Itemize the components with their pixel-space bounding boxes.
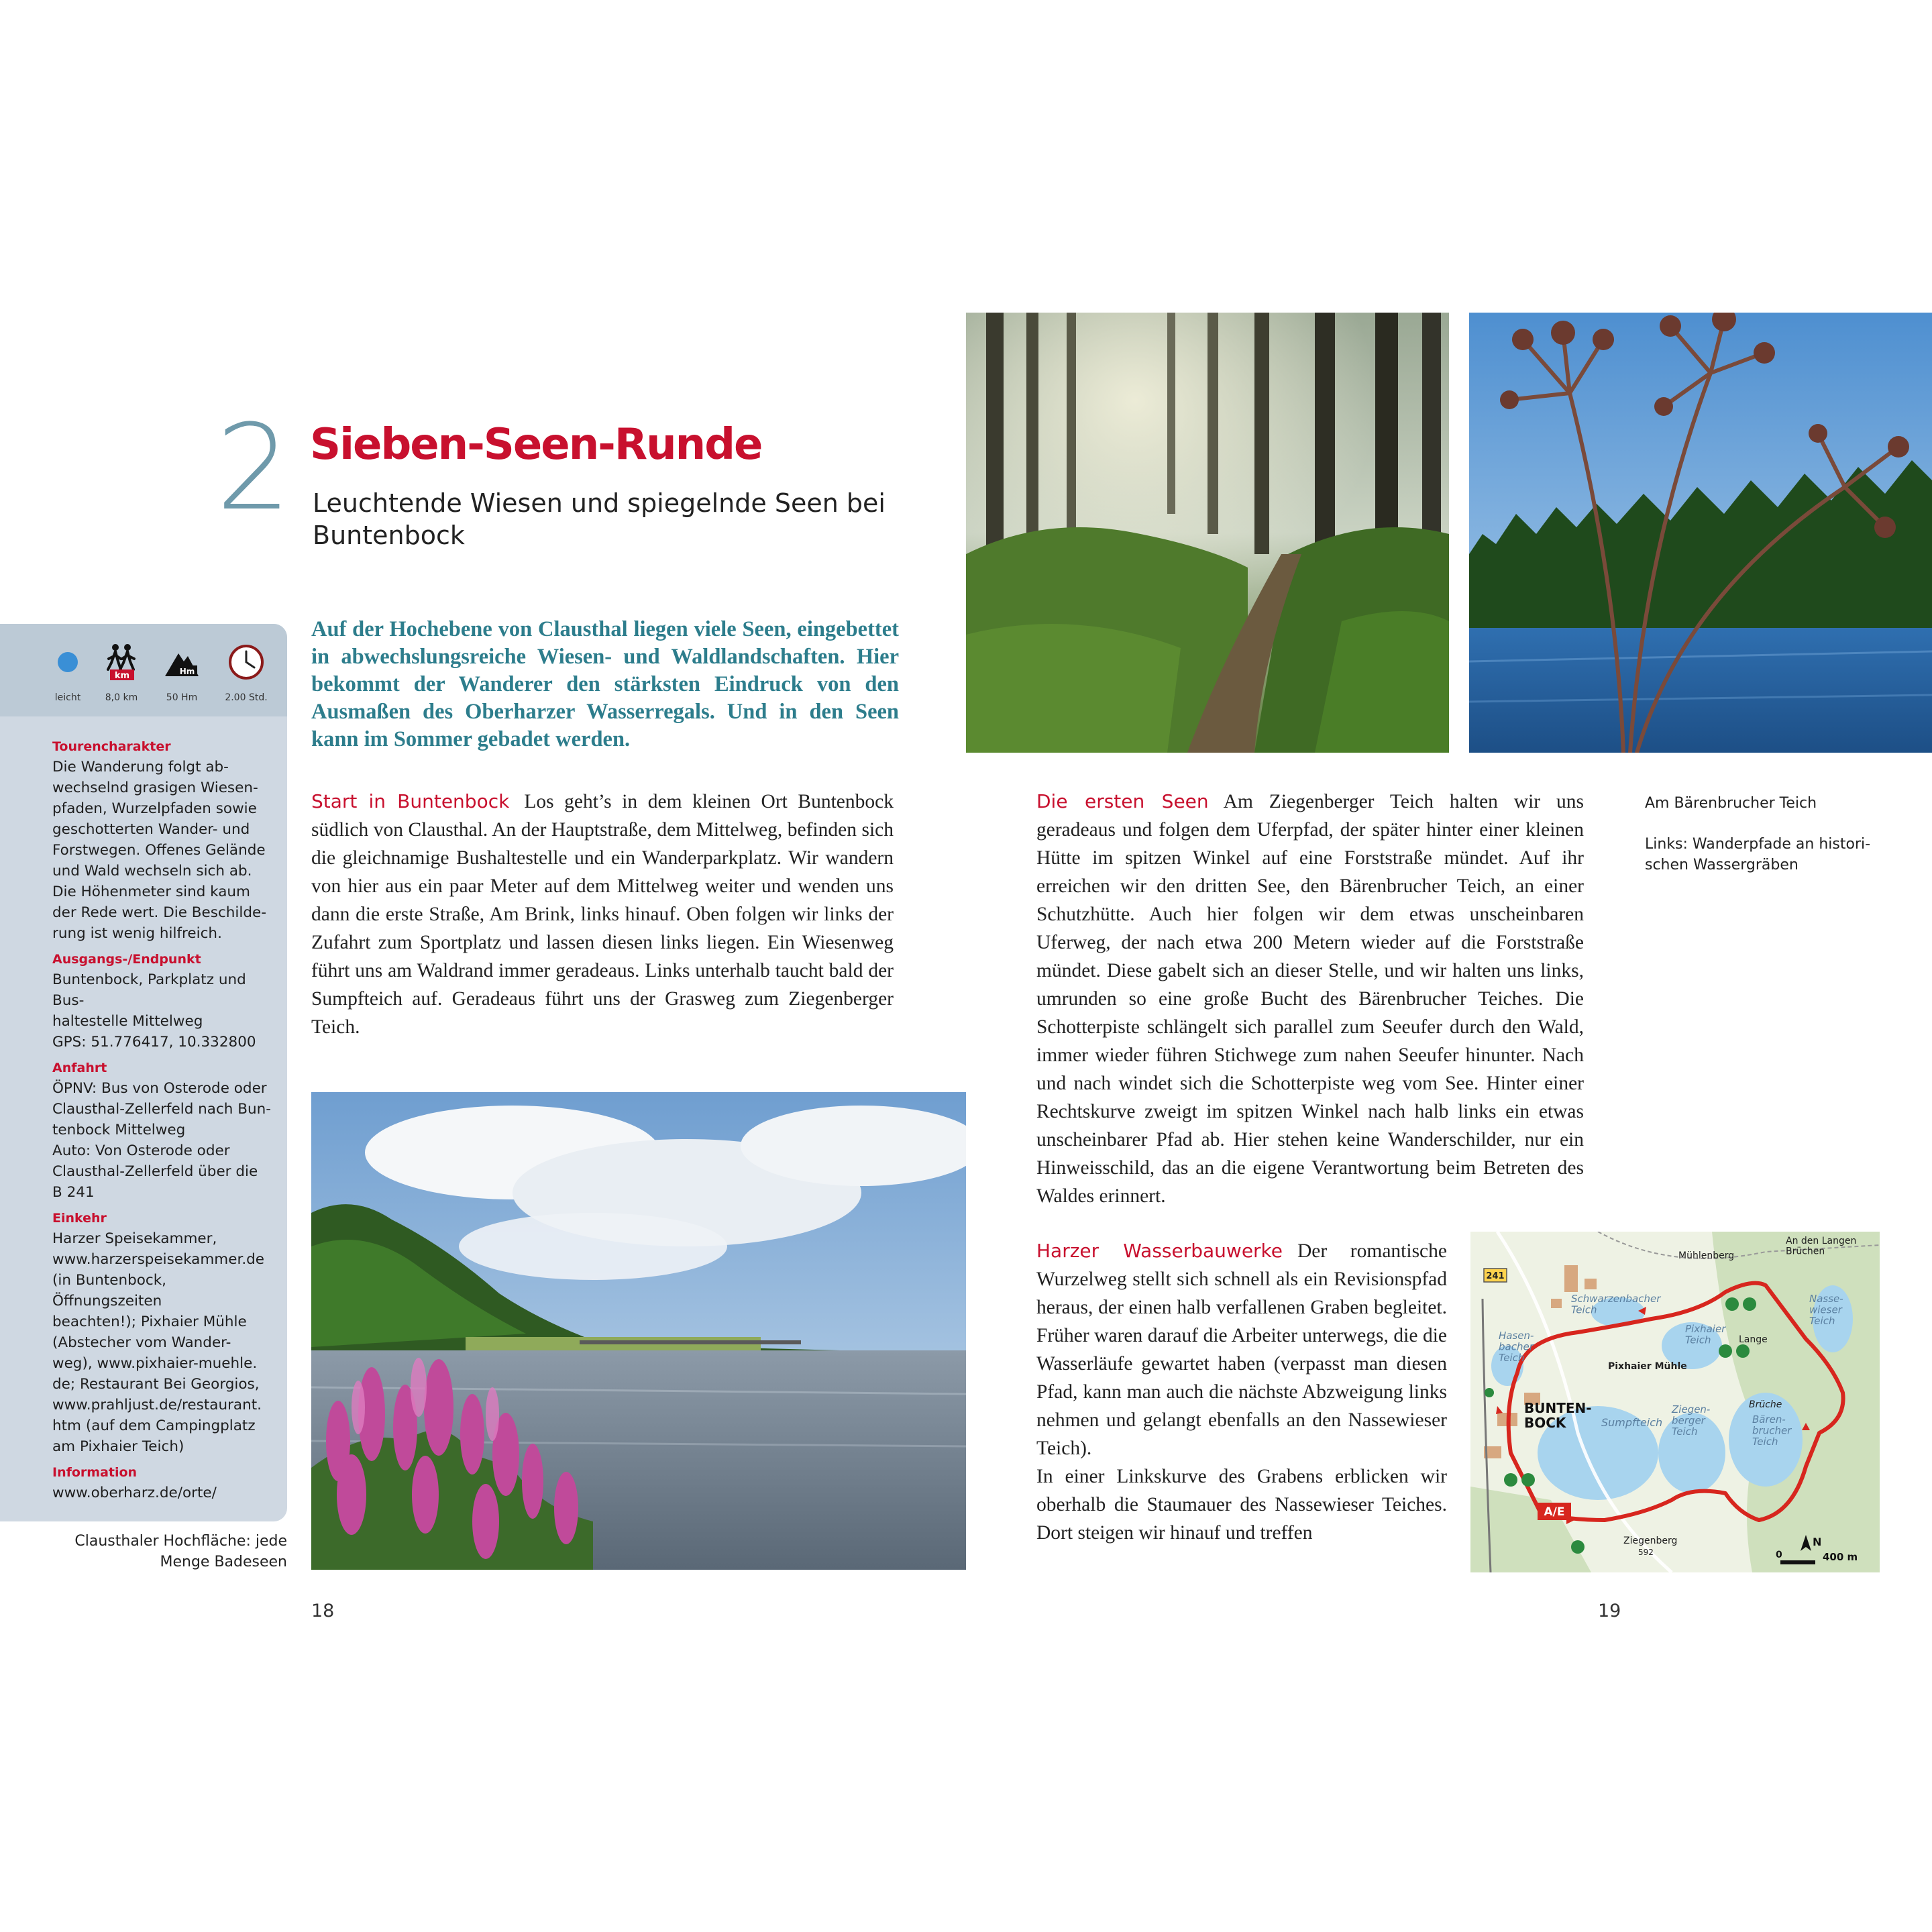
- info-text-information: www.oberharz.de/orte/: [52, 1485, 217, 1501]
- section-text-waterworks: Der romantische Wurzelweg stellt sich schnell als ein Revisionspfad heraus, der einen halb verfallenen Graben begleitet. Früher waren darauf die Arbeiter unterwegs, die die Wasserläufe gewartet haben (verpasst man diesen Pfad, kann man auch die nächste Abzweigung links nehmen und gelangt ebenfalls an den Nassewieser Teich).: [1036, 1240, 1447, 1459]
- section-waterworks: [1036, 1237, 1447, 1547]
- svg-text:An den LangenBrüchen: An den Langen Brüchen: [1786, 1236, 1857, 1257]
- info-text-start: Buntenbock, Parkplatz und Bus- haltestelle Mittelweg GPS: 51.776417, 10.332800: [52, 971, 256, 1051]
- hm-badge: Hm: [179, 667, 195, 676]
- page-number-left: 18: [311, 1601, 335, 1621]
- captions-right: [1645, 793, 1886, 875]
- section-heading-lakes: Die ersten Seen: [1036, 790, 1209, 812]
- svg-text:Bären-brucherTeich: Bären-brucher Teich: [1752, 1413, 1792, 1448]
- photo-forest-path: [966, 313, 1449, 753]
- map-label-schwarzenbacher: Schwarzenbacher Teich: [1571, 1293, 1661, 1316]
- difficulty-dot-icon: [38, 639, 98, 686]
- tour-subtitle: Leuchtende Wiesen und spiegelnde Seen bei Buntenbock: [313, 488, 885, 550]
- stat-distance: [91, 639, 152, 703]
- info-heading-start: Ausgangs-/Endpunkt: [52, 952, 201, 967]
- section-text-lakes: Am Ziegenberger Teich halten wir uns geradeaus und folgen dem Uferpfad, der später hinter einer kleinen Hütte im spitzen Winkel auf eine Forststraße mündet. Auf ihr erreichen wir den dritten See, den Bärenbrucher Teich, an einer Schutzhütte. Auch hier folgen wir dem etwas unscheinbaren Uferweg, der nach etwa 200 Metern wieder auf die Forststraße mündet. Diese gabelt sich an dieser Stelle, und wir halten uns links, umrunden so eine große Bucht des Bärenbrucher Teiches. Die Schotterpiste schlängelt sich parallel zum Seeufer durch den Wald, immer wieder führen Stichwege zum nahen Seeufer hinunter. Nach und nach windet sich die Schotterpiste weg vom See. Hinter einer Rechtskurve zweigt im spitzen Winkel nach halb links ein etwas unscheinbarer Pfad ab. Hier stehen keine Wanderschilder, nur ein Hinweisschild, das an die eigene Verantwortung beim Betreten des Waldes erinnert.: [1036, 791, 1584, 1207]
- stat-duration-label: 2.00 Std.: [225, 692, 268, 703]
- stat-elevation: [152, 639, 212, 703]
- info-heading-food: Einkehr: [52, 1211, 107, 1226]
- svg-text:Mühlenberg: Mühlenberg: [1678, 1250, 1735, 1261]
- section-text-waterworks-2: In einer Linkskurve des Grabens erblicken wir oberhalb die Staumauer des Nassewieser Teiches. Dort steigen wir hinauf und treffen: [1036, 1466, 1447, 1544]
- map-label-buntenbock: BUNTEN-BOCK: [1524, 1400, 1592, 1431]
- photo-lake-clausthal: [311, 1092, 966, 1570]
- svg-text:Nasse-wieserTeich: Nasse-wieser Teich: [1809, 1293, 1843, 1327]
- stat-difficulty-label: leicht: [54, 692, 81, 703]
- svg-text:400 m: 400 m: [1823, 1551, 1858, 1563]
- section-text-start: Los geht’s in dem kleinen Ort Buntenbock südlich von Clausthal. An der Hauptstraße, dem Mittelweg, befinden sich die gleichnamige Bushaltestelle und ein Wanderparkplatz. Wir wandern von hier aus ein paar Meter auf dem Mittelweg weiter und wenden uns dann die erste Straße, Am Brink, links hinauf. Oben folgen wir links der Zufahrt zum Sportplatz und lassen diesen links liegen. Ein Wiesenweg führt uns am Waldrand immer geradeaus. Links unterhalb taucht bald der Sumpfteich auf. Geradeaus führt uns der Grasweg zum Ziegenberger Teich.: [311, 791, 894, 1038]
- svg-text:Pixhaier Mühle: Pixhaier Mühle: [1608, 1361, 1687, 1372]
- caption-lake: Clausthaler Hochfläche: jede Menge Badeseen: [74, 1533, 287, 1570]
- section-heading-waterworks: Harzer Wasserbauwerke: [1036, 1240, 1283, 1262]
- svg-text:241: 241: [1486, 1271, 1505, 1281]
- mountain-hm-icon: [152, 639, 212, 686]
- caption-paths: Links: Wanderpfade an histori- schen Wassergräben: [1645, 836, 1871, 873]
- photo-baerenbrucher-teich: [1469, 313, 1932, 753]
- hikers-km-icon: [91, 639, 152, 686]
- section-heading-start: Start in Buntenbock: [311, 790, 510, 812]
- chapter-number: 2: [216, 399, 291, 537]
- svg-text:592: 592: [1638, 1548, 1654, 1557]
- svg-text:PixhaierTeich: Pixhaier Teich: [1685, 1323, 1726, 1346]
- info-heading-arrival: Anfahrt: [52, 1061, 107, 1075]
- stat-difficulty: [38, 639, 98, 703]
- svg-text:Hasen-bacherTeich: Hasen-bacher Teich: [1499, 1330, 1534, 1364]
- tour-info-list: [52, 737, 280, 1503]
- stat-distance-label: 8,0 km: [105, 692, 138, 703]
- svg-text:Ziegen-bergerTeich: Ziegen-berger Teich: [1672, 1403, 1711, 1438]
- svg-text:Sumpfteich: Sumpfteich: [1601, 1416, 1663, 1429]
- page-number-right: 19: [1598, 1601, 1621, 1621]
- info-heading-information: Information: [52, 1465, 138, 1480]
- km-badge: km: [114, 671, 130, 681]
- info-text-character: Die Wanderung folgt ab- wechselnd grasigen Wiesen- pfaden, Wurzelpfaden sowie geschotterten Wander- und Forstwegen. Offenes Gelände und Wald wechseln sich ab. Die Höhenmeter sind kaum der Rede wert. Die Beschilde- rung ist wenig hilfreich.: [52, 759, 267, 942]
- route-map: [1470, 1232, 1880, 1572]
- info-text-food: Harzer Speisekammer, www.harzerspeisekammer.de (in Buntenbock, Öffnungszeiten beachten!); Pixhaier Mühle (Abstecher vom Wander- weg), www.pixhaier-muehle. de; Restaurant Bei Georgios, www.prahljust.de/restaurant. htm (auf dem Campingplatz am Pixhaier Teich): [52, 1230, 265, 1455]
- svg-text:Brüche: Brüche: [1749, 1399, 1782, 1410]
- info-text-arrival: ÖPNV: Bus von Osterode oder Clausthal-Zellerfeld nach Bun- tenbock Mittelweg Auto: Von Osterode oder Clausthal-Zellerfeld über die B 241: [52, 1080, 272, 1201]
- section-start: [311, 788, 894, 1041]
- svg-text:0: 0: [1776, 1550, 1782, 1560]
- svg-text:N: N: [1813, 1536, 1822, 1548]
- svg-text:Ziegenberg: Ziegenberg: [1623, 1536, 1678, 1546]
- svg-text:A/E: A/E: [1544, 1505, 1565, 1519]
- caption-baerenbrucher: Am Bärenbrucher Teich: [1645, 795, 1817, 812]
- svg-text:Lange: Lange: [1739, 1334, 1768, 1345]
- stat-elevation-label: 50 Hm: [166, 692, 198, 703]
- lead-paragraph: Auf der Hochebene von Clausthal liegen viele Seen, eingebettet in abwechslungsreiche Wiesen- und Waldlandschaften. Hier bekommt der Wanderer den stärksten Eindruck von den Ausmaßen des Oberharzer Wasserregals. Und in den Seen kann im Sommer gebadet werden.: [311, 617, 899, 751]
- tour-title: Sieben-Seen-Runde: [310, 420, 762, 470]
- section-lakes: [1036, 788, 1584, 1210]
- info-heading-character: Tourencharakter: [52, 739, 171, 754]
- stat-duration: [216, 639, 276, 703]
- clock-icon: [216, 639, 276, 686]
